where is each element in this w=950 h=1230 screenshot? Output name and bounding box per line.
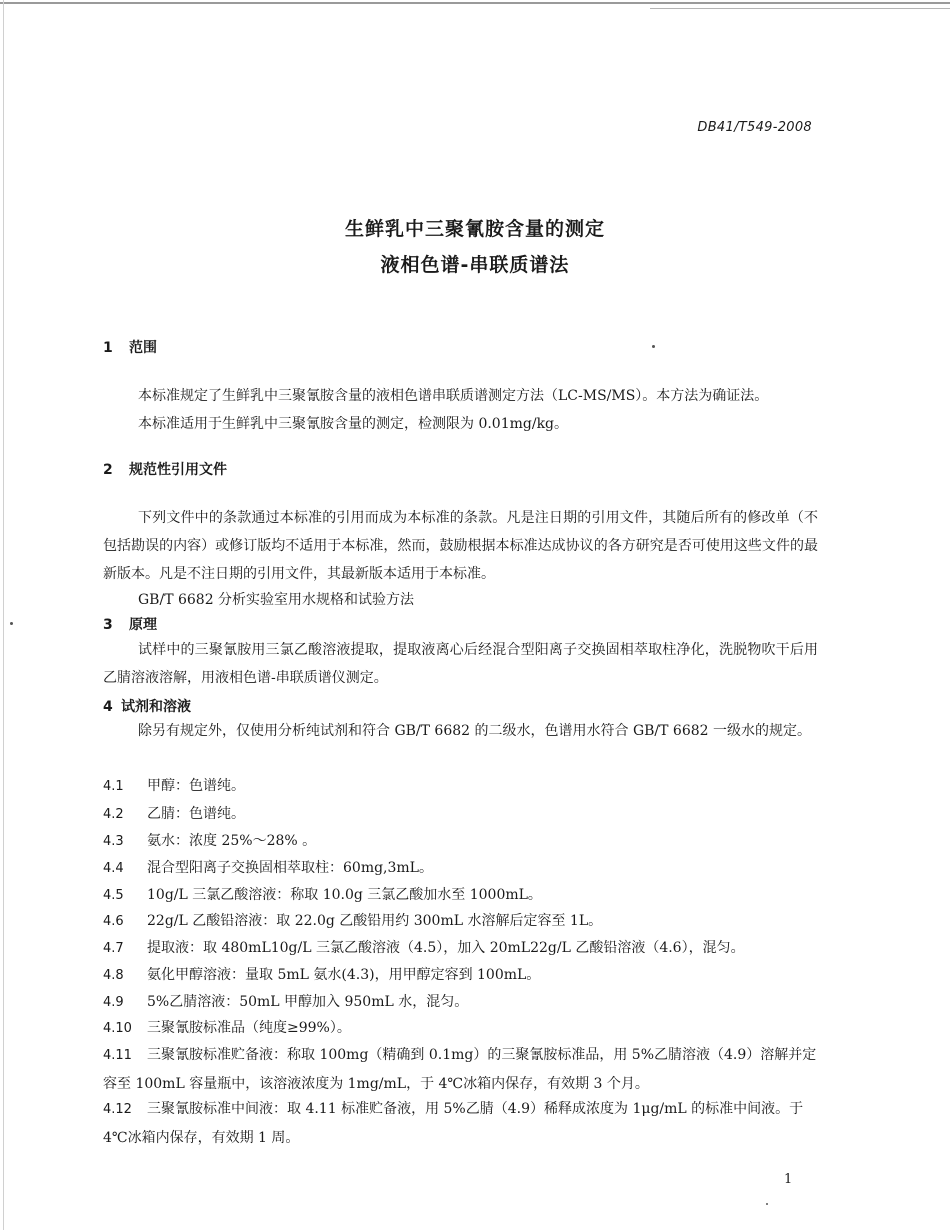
page-number: 1 (784, 1172, 793, 1187)
list-item (103, 772, 818, 801)
section-number: 2 (103, 462, 113, 478)
section-number: 4 (103, 699, 113, 715)
list-item (103, 1095, 818, 1152)
item-number: 4.9 (103, 995, 124, 1010)
item-number: 4.10 (103, 1021, 132, 1036)
item-text: 5%乙腈溶液：50mL 甲醇加入 950mL 水，混匀。 (147, 994, 469, 1010)
item-number: 4.12 (103, 1102, 132, 1117)
item-text: 22g/L 乙酸铅溶液：取 22.0g 乙酸铅用约 300mL 水溶解后定容至 1L。 (147, 913, 603, 929)
paragraph: 下列文件中的条款通过本标准的引用而成为本标准的条款。凡是注日期的引用文件，其随后所有的修改单（不包括勘误的内容）或修订版均不适用于本标准，然而，鼓励根据本标准达成协议的各方研究是否可使用这些文件的最新版本。凡是不注日期的引用文件，其最新版本适用于本标准。 (103, 510, 818, 582)
list-item (103, 961, 818, 990)
scan-speck (10, 622, 13, 625)
list-item (103, 881, 818, 910)
section-heading (103, 337, 157, 357)
section-heading (103, 696, 191, 716)
section-number: 3 (103, 617, 113, 633)
item-text: 三聚氰胺标准中间液：取 4.11 标准贮备液，用 5%乙腈（4.9）稀释成浓度为 1μg/mL 的标准中间液。于 4℃冰箱内保存，有效期 1 周。 (103, 1101, 804, 1146)
item-text: 三聚氰胺标准品（纯度≥99%）。 (147, 1020, 351, 1036)
item-text: 氨化甲醇溶液：量取 5mL 氨水(4.3)，用甲醇定容到 100mL。 (147, 967, 541, 983)
scan-edge-line (0, 2, 950, 4)
section-title: 规范性引用文件 (129, 462, 227, 478)
item-number: 4.7 (103, 941, 124, 956)
standard-code: DB41/T549-2008 (697, 120, 812, 135)
scan-edge-line (650, 8, 950, 9)
item-number: 4.8 (103, 968, 124, 983)
section-heading (103, 614, 157, 634)
section-title: 试剂和溶液 (121, 699, 191, 715)
paragraph: 本标准规定了生鲜乳中三聚氰胺含量的液相色谱串联质谱测定方法（LC-MS/MS）。本方法为确证法。 (138, 388, 769, 404)
item-number: 4.6 (103, 914, 124, 929)
item-number: 4.2 (103, 807, 124, 822)
section-number: 1 (103, 340, 113, 356)
list-item (103, 988, 818, 1017)
item-text: 氨水：浓度 25%～28% 。 (147, 833, 317, 849)
list-item (103, 800, 818, 829)
list-item (103, 854, 818, 883)
section-title: 范围 (129, 340, 157, 356)
section-heading (103, 459, 227, 479)
list-item (103, 1041, 818, 1098)
scan-edge-line (3, 0, 4, 1230)
section-title: 原理 (129, 617, 157, 633)
item-number: 4.1 (103, 779, 124, 794)
scan-speck (766, 1203, 768, 1205)
item-text: 混合型阳离子交换固相萃取柱：60mg,3mL。 (147, 860, 433, 876)
document-title: 生鲜乳中三聚氰胺含量的测定 (344, 218, 605, 240)
list-item (103, 1014, 818, 1043)
item-text: 乙腈：色谱纯。 (147, 806, 245, 822)
list-item (103, 934, 818, 963)
item-text: 提取液：取 480mL10g/L 三氯乙酸溶液（4.5），加入 20mL22g/L 乙酸铅溶液（4.6），混匀。 (147, 940, 745, 956)
paragraph: 试样中的三聚氰胺用三氯乙酸溶液提取，提取液离心后经混合型阳离子交换固相萃取柱净化，洗脱物吹干后用乙腈溶液溶解，用液相色谱-串联质谱仪测定。 (103, 642, 818, 686)
item-text: 10g/L 三氯乙酸溶液：称取 10.0g 三氯乙酸加水至 1000mL。 (147, 887, 542, 903)
item-number: 4.4 (103, 861, 124, 876)
paragraph: 本标准适用于生鲜乳中三聚氰胺含量的测定，检测限为 0.01mg/kg。 (138, 416, 569, 432)
list-item (103, 907, 818, 936)
document-subtitle: 液相色谱-串联质谱法 (380, 254, 570, 276)
list-item (103, 827, 818, 856)
item-text: 三聚氰胺标准贮备液：称取 100mg（精确到 0.1mg）的三聚氰胺标准品，用 5%乙腈溶液（4.9）溶解并定容至 100mL 容量瓶中，该溶液浓度为 1mg/mL，于 4℃冰箱内保存，有效期 3 个月。 (103, 1047, 817, 1092)
reference-item: GB/T 6682 分析实验室用水规格和试验方法 (138, 592, 415, 608)
item-number: 4.11 (103, 1048, 132, 1063)
scan-speck (652, 345, 655, 348)
item-text: 甲醇：色谱纯。 (147, 778, 245, 794)
paragraph: 除另有规定外，仅使用分析纯试剂和符合 GB/T 6682 的二级水，色谱用水符合 GB/T 6682 一级水的规定。 (138, 723, 812, 739)
item-number: 4.5 (103, 888, 124, 903)
item-number: 4.3 (103, 834, 124, 849)
